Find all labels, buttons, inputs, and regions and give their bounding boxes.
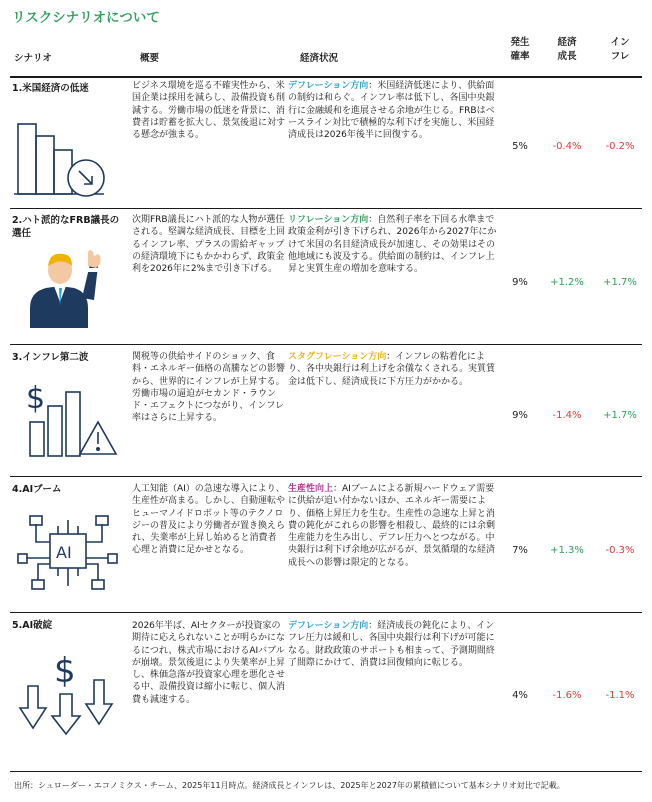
inflation-value: -0.3% — [605, 545, 635, 556]
footnote: 出所：シュローダー・エコノミクス・チーム、2025年11月時点。経済成長とインフレは、2025年と2027年の累積値について基本シナリオ対比で記載。 — [14, 781, 565, 790]
svg-text:$: $ — [26, 381, 46, 416]
probability-value: 5% — [512, 141, 528, 152]
inflation-value: +1.7% — [603, 410, 637, 421]
direction-keyword: スタグフレーション方向 — [288, 352, 387, 362]
scenario-summary: 次期FRB議長にハト派的な人物が選任される。堅調な経済成長、目標を上回るインフレ率、プラスの需給ギャップの経済環境下にもかかわらず、政策金利を2026年に2%まで引き下げる。 — [132, 215, 286, 275]
direction-keyword: 生産性向上 — [288, 484, 334, 494]
businessman-raising-hand-icon — [16, 244, 116, 334]
growth-value: +1.2% — [550, 277, 584, 288]
dollar-bars-warning-icon — [20, 374, 120, 464]
scenario-summary: 2026年半ば、AIセクターが投資家の期待に応えられないことが明らかになるにつれ、株式市場におけるAIバブルが崩壊。景気後退により失業率が上昇し、株価急落が投資家心理を悪化させる中、設備投資は縮小に転じ、個人消費も減速する。 — [132, 621, 286, 705]
inflation-value: -1.1% — [605, 690, 635, 701]
scenario-economy: リフレーション方向：自然利子率を下回る水準まで政策金利が引き下げられ、2026年から2027年にかけて米国の名目経済成長が加速し、その効果はその他地域にも波及する。供給面の制約は、インフレ上昇と実質生産の増加を意味する。 — [288, 215, 497, 275]
growth-value: -0.4% — [552, 141, 582, 152]
ai-chip-network-icon — [16, 512, 120, 596]
row-divider — [10, 208, 642, 209]
probability-value: 9% — [512, 277, 528, 288]
header-probability: 発生 確率 — [510, 37, 530, 62]
dollar-down-arrows-icon — [14, 646, 118, 740]
svg-text:AI: AI — [56, 543, 72, 562]
direction-keyword: リフレーション方向 — [288, 215, 369, 225]
scenario-name: 5.AI破綻 — [12, 620, 53, 631]
scenario-summary: 関税等の供給サイドのショック、食料・エネルギー価格の高騰などの影響から、世界的にインフレが上昇する。労働市場の逼迫がセカンド・ラウンド・エフェクトにつながり、インフレ率はさらに上昇する。 — [132, 352, 286, 424]
header-growth: 経済 成長 — [557, 37, 577, 62]
scenario-summary: ビジネス環境を巡る不確実性から、米国企業は採用を減らし、設備投資も削減する。労働市場の低迷を背景に、消費者は貯蓄を拡大し、景気後退に対する懸念が強まる。 — [132, 81, 286, 141]
probability-value: 9% — [512, 410, 528, 421]
scenario-economy: 生産性向上：AIブームによる新規ハードウェア需要に供給が追い付かないほか、エネルギー需要により、価格上昇圧力を生む。生産性の急速な上昇と消費の鈍化がこれらの影響を相殺し、最終的には余剰生産能力を生み出し、デフレ圧力へとつながる。中央銀行は利下げ余地が広がるが、景気循環的な経済成長への影響は限定的となる。 — [288, 484, 496, 568]
scenario-economy: スタグフレーション方向：インフレの粘着化により、各中央銀行は利上げを余儀なくされる。実質賃金は低下し、経済成長に下方圧力がかかる。 — [288, 352, 496, 387]
growth-value: +1.3% — [550, 545, 584, 556]
inflation-value: +1.7% — [603, 277, 637, 288]
inflation-value: -0.2% — [605, 141, 635, 152]
scenario-name: 1.米国経済の低迷 — [12, 83, 89, 94]
direction-keyword: デフレーション方向 — [288, 81, 369, 91]
scenario-name: 4.AIブーム — [12, 484, 62, 495]
declining-bar-chart-icon — [14, 118, 114, 204]
header-inflation: イン フレ — [610, 37, 630, 62]
svg-text:$: $ — [54, 651, 76, 691]
header-economy: 経済状況 — [300, 53, 339, 64]
scenario-name: 2.ハト派的なFRB議長の 選任 — [12, 215, 120, 239]
row-divider — [10, 344, 642, 345]
growth-value: -1.6% — [552, 690, 582, 701]
header-divider — [10, 76, 642, 78]
row-divider — [10, 612, 642, 613]
footer-divider — [10, 771, 642, 772]
scenario-name: 3.インフレ第二波 — [12, 352, 89, 363]
probability-value: 4% — [512, 690, 528, 701]
scenario-economy: デフレーション方向：経済成長の鈍化により、インフレ圧力は緩和し、各国中央銀行は利下げが可能になる。財政政策のサポートも相まって、予測期間終了間際にかけて、消費は回復傾向に転じる。 — [288, 621, 495, 668]
header-scenario: シナリオ — [14, 53, 52, 64]
growth-value: -1.4% — [552, 410, 582, 421]
row-divider — [10, 476, 642, 477]
direction-keyword: デフレーション方向 — [288, 621, 369, 631]
page-title: リスクシナリオについて — [12, 10, 160, 26]
scenario-economy: デフレーション方向：米国経済低迷により、供給面の制約は和らぐ。インフレ率は低下し、各国中央銀行に金融緩和を進展させる余地が生じる。FRBはベースライン対比で積極的な利下げを実施し、米国経済成長は2026年後半に回復する。 — [288, 81, 495, 141]
header-summary: 概要 — [140, 53, 160, 64]
scenario-summary: 人工知能（AI）の急速な導入により、生産性が高まる。しかし、自動運転やヒューマノイドロボット等のテクノロジーの普及により労働者が置き換えられ、失業率が上昇し始めると消費者心理と消費に足かせとなる。 — [132, 484, 286, 556]
probability-value: 7% — [512, 545, 528, 556]
